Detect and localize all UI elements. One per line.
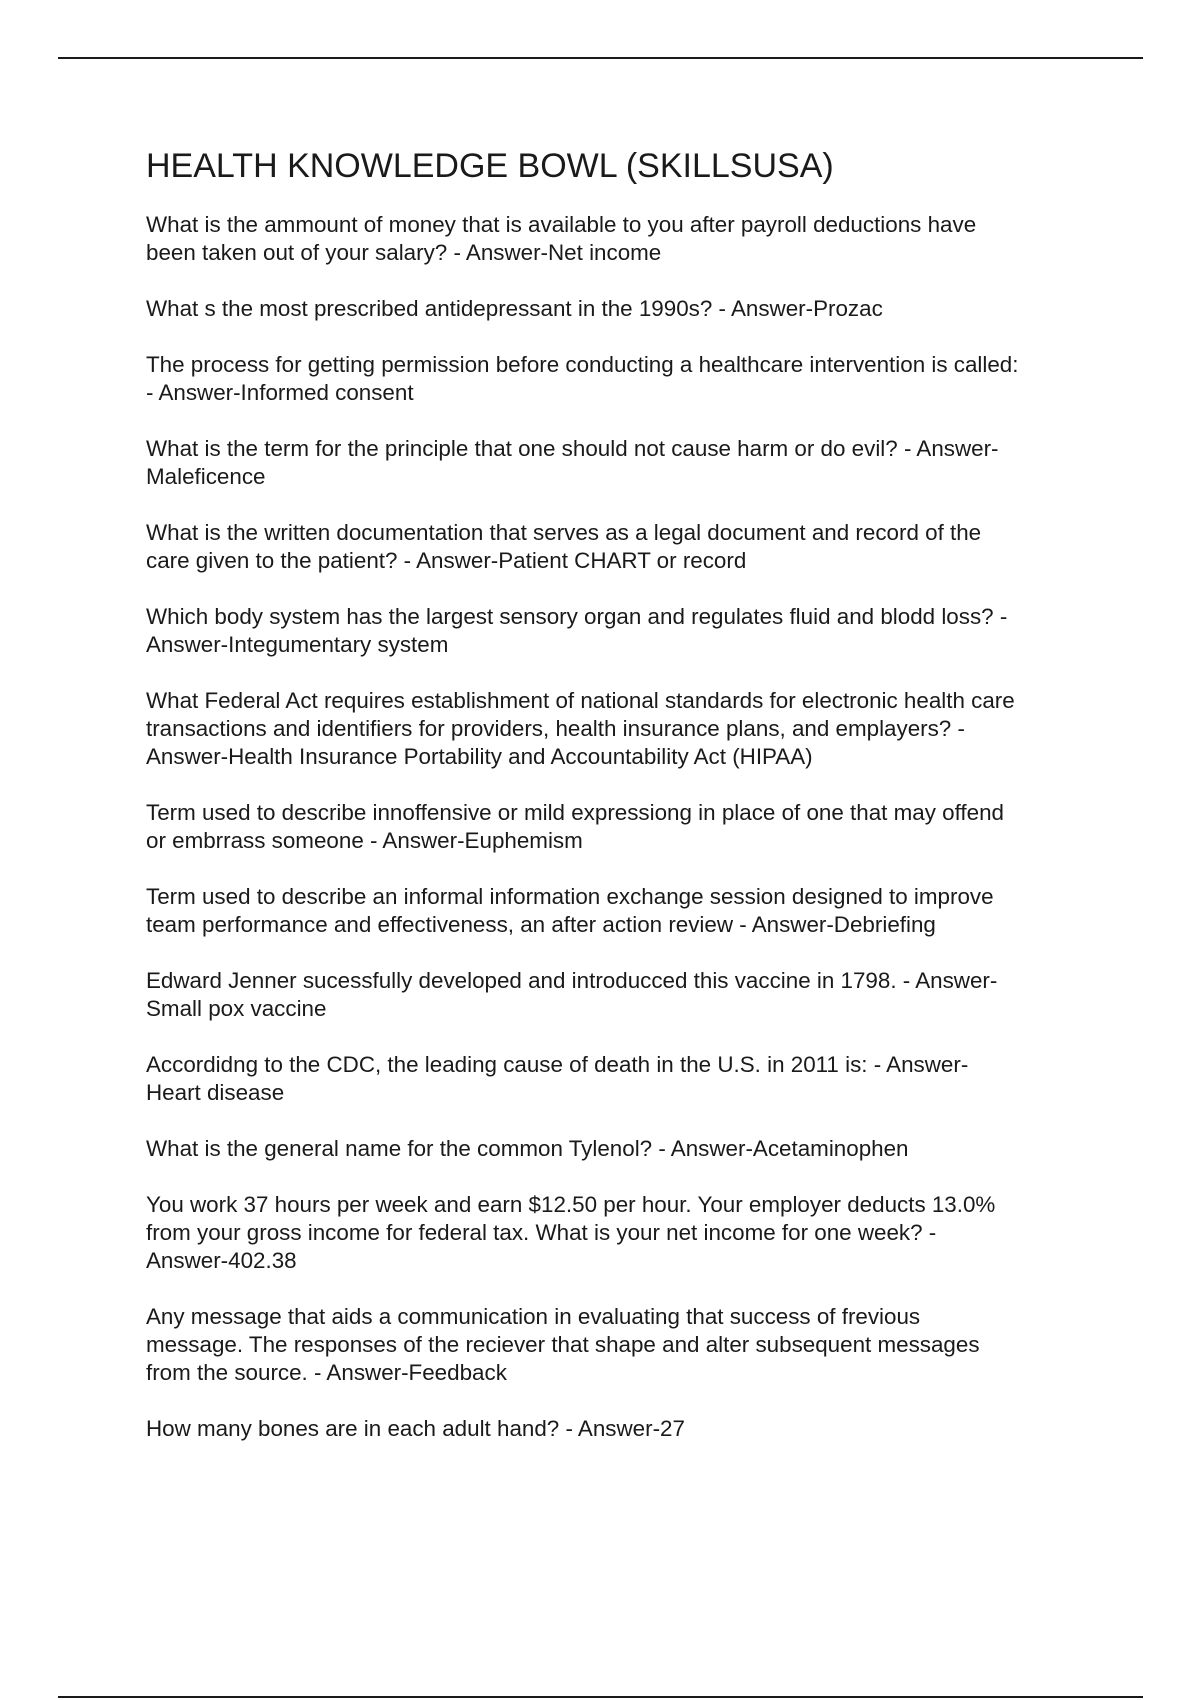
qa-line: You work 37 hours per week and earn $12.50 per hour. Your employer deducts 13.0% bbox=[146, 1192, 996, 1217]
qa-item bbox=[146, 1303, 1096, 1387]
qa-line: - Answer-Informed consent bbox=[146, 380, 414, 405]
qa-line: Any message that aids a communication in evaluating that success of frevious bbox=[146, 1304, 921, 1329]
qa-item bbox=[146, 519, 1096, 575]
qa-item bbox=[146, 295, 1096, 323]
qa-line: Term used to describe innoffensive or mild expressiong in place of one that may offend bbox=[146, 800, 1004, 825]
qa-item bbox=[146, 1051, 1096, 1107]
qa-line: What Federal Act requires establishment of national standards for electronic health care bbox=[146, 688, 1015, 713]
qa-line: from your gross income for federal tax. What is your net income for one week? - bbox=[146, 1220, 937, 1245]
qa-item bbox=[146, 603, 1096, 659]
qa-item bbox=[146, 883, 1096, 939]
qa-item bbox=[146, 1135, 1096, 1163]
footer-rule bbox=[58, 1696, 1143, 1698]
qa-item bbox=[146, 967, 1096, 1023]
qa-line: What s the most prescribed antidepressant in the 1990s? - Answer-Prozac bbox=[146, 296, 883, 321]
qa-line: Answer-Integumentary system bbox=[146, 632, 449, 657]
qa-line: Term used to describe an informal information exchange session designed to improve bbox=[146, 884, 994, 909]
qa-line: been taken out of your salary? - Answer-Net income bbox=[146, 240, 662, 265]
qa-line: Accordidng to the CDC, the leading cause of death in the U.S. in 2011 is: - Answer- bbox=[146, 1052, 969, 1077]
qa-item bbox=[146, 687, 1096, 771]
qa-line: message. The responses of the reciever that shape and alter subsequent messages bbox=[146, 1332, 980, 1357]
qa-item bbox=[146, 351, 1096, 407]
document-body bbox=[146, 144, 1096, 1471]
qa-line: The process for getting permission before conducting a healthcare intervention is called: bbox=[146, 352, 1019, 377]
qa-line: Answer-402.38 bbox=[146, 1248, 297, 1273]
qa-line: How many bones are in each adult hand? - Answer-27 bbox=[146, 1416, 685, 1441]
qa-line: team performance and effectiveness, an after action review - Answer-Debriefing bbox=[146, 912, 936, 937]
qa-line: Heart disease bbox=[146, 1080, 285, 1105]
qa-line: Maleficence bbox=[146, 464, 266, 489]
header-rule bbox=[58, 57, 1143, 59]
qa-item bbox=[146, 799, 1096, 855]
qa-line: transactions and identifiers for providers, health insurance plans, and emplayers? - bbox=[146, 716, 965, 741]
qa-line: Answer-Health Insurance Portability and Accountability Act (HIPAA) bbox=[146, 744, 813, 769]
qa-line: Small pox vaccine bbox=[146, 996, 327, 1021]
qa-line: Which body system has the largest sensory organ and regulates fluid and blodd loss? - bbox=[146, 604, 1008, 629]
qa-list bbox=[146, 211, 1096, 1443]
qa-line: Edward Jenner sucessfully developed and introducced this vaccine in 1798. - Answer- bbox=[146, 968, 998, 993]
qa-line: or embrrass someone - Answer-Euphemism bbox=[146, 828, 583, 853]
qa-line: What is the general name for the common Tylenol? - Answer-Acetaminophen bbox=[146, 1136, 909, 1161]
qa-item bbox=[146, 211, 1096, 267]
document-title: HEALTH KNOWLEDGE BOWL (SKILLSUSA) bbox=[146, 147, 834, 185]
qa-line: What is the written documentation that serves as a legal document and record of the bbox=[146, 520, 982, 545]
qa-line: care given to the patient? - Answer-Patient CHART or record bbox=[146, 548, 747, 573]
qa-item bbox=[146, 1415, 1096, 1443]
qa-line: What is the ammount of money that is available to you after payroll deductions have bbox=[146, 212, 977, 237]
qa-item bbox=[146, 1191, 1096, 1275]
qa-line: What is the term for the principle that one should not cause harm or do evil? - Answer- bbox=[146, 436, 999, 461]
qa-line: from the source. - Answer-Feedback bbox=[146, 1360, 507, 1385]
qa-item bbox=[146, 435, 1096, 491]
